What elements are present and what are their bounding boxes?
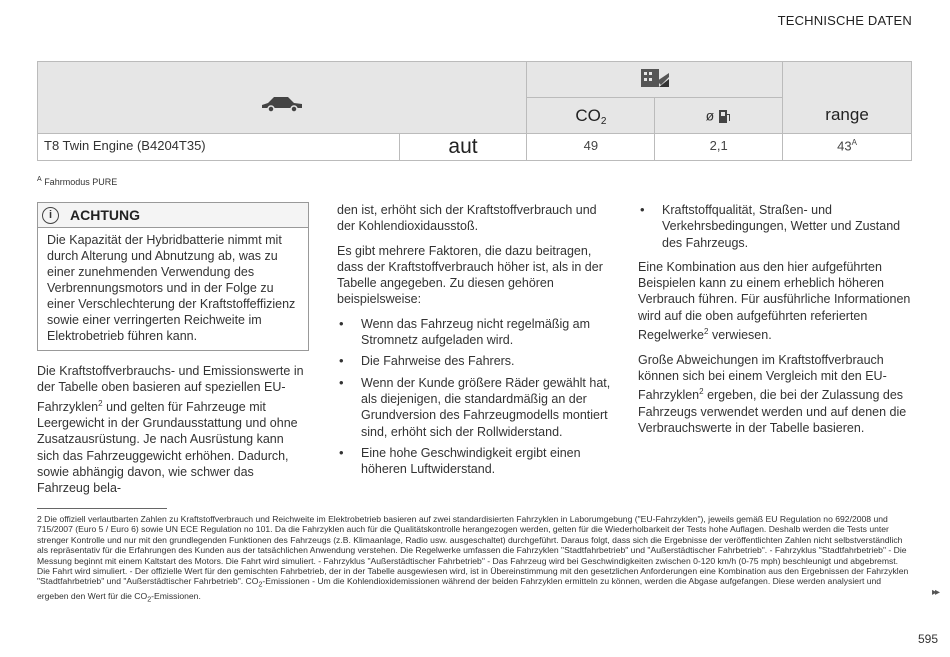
fuel-value-cell: 2,1	[655, 134, 783, 161]
vehicle-header-cell	[38, 62, 527, 134]
column-2	[337, 202, 612, 482]
paragraph: Eine Kombination aus den hier aufgeführten Beispielen kann zu einem erheblich höheren Verbrauch führen. Für ausführliche Informationen wird auf die oben aufgeführten referierten Regelwerke$^2$ verwiesen.	[638, 259, 911, 343]
diameter-symbol: ø	[705, 107, 715, 124]
warning-header	[38, 203, 308, 228]
paragraph: Große Abweichungen im Kraftstoffverbrauch können sich bei einem Vergleich mit den EU-Fahrzyklen$^2$ ergeben, die bei der Zulassung des Fahrzeugs verwendet werden und auf denen die Verbrauchswerte in der Tabelle basieren.	[638, 352, 907, 435]
paragraph: Die Kraftstoffverbrauchs- und Emissionswerte in der Tabelle oben basieren auf speziellen EU-Fahrzyklen$^2$ und gelten für Fahrzeuge mit Leergewicht in der Grundausstattung und ohne Zusatzausrüstung. Je nach Ausrüstung kann sich das Fahrzeuggewicht erhöhen. Dadurch, sowie abhängig davon, wie schwer das Fahrzeug bela-	[37, 364, 304, 496]
warning-text: Die Kapazität der Hybridbatterie nimmt mit durch Alterung und Abnutzung ab, was zu einer zunehmenden Verwendung des Verbrennungsmotors und in der Folge zu einer Verschlechterung der Kraftstoffeffizienz sowie einer verringerten Reichweite im Elektrobetrieb führen kann.	[47, 233, 296, 343]
emissions-header-cell	[527, 62, 783, 98]
list-item: • Wenn der Kunde größere Räder gewählt hat, als diejenigen, die standardmäßig an der Grundversion des Fahrzeugmodells montiert sind, erhöht sich der Rollwiderstand.	[337, 375, 612, 440]
column-3	[638, 202, 913, 444]
section-title: TECHNISCHE DATEN	[777, 13, 912, 28]
page-number: 595	[917, 632, 938, 646]
table-footnote: $^A$ Fahrmodus PURE	[37, 176, 118, 187]
list-item: • Kraftstoffqualität, Straßen- und Verkehrsbedingungen, Wetter und Zustand des Fahrzeugs.	[638, 202, 913, 251]
factor-list-continued	[638, 202, 913, 251]
engine-cell: T8 Twin Engine (B4204T35)	[38, 134, 400, 161]
column-1	[37, 363, 309, 505]
warning-box	[37, 202, 309, 351]
consumption-table	[37, 61, 912, 161]
fuel-pump-icon	[718, 108, 732, 124]
range-label: range	[825, 105, 869, 124]
footnote-2: 2 Die offiziell verlautbarten Zahlen zu Kraftstoffverbrauch und Reichweite im Elektrobetrieb basieren auf zwei standardisierten Fahrzyklen in Laborumgebung ("EU-Fahrzyklen"), jeweils gemäß EU Regulation no 692/2008 und 715/2007 (Euro 5 / Euro 6) sowie UN ECE Regulation no 101. Da die Fahrzyklen auch für die Qualitätskontrolle herangezogen werden, gelten für die Wiederholbarkeit der Tests hohe Auflagen. Deshalb werden die Tests unter strenger Kontrolle und nur mit den grundlegenden Funktionen des Fahrzeugs (z.B. Klimaanlage, Radio usw. ausgeschaltet) durchgeführt. Daraus folgt, dass sich die Ergebnisse der veröffentlichten Zahlen nicht selbstverständlich als repräsentativ für die Erfahrungen des Kunden aus der tatsächlichen Anwendung verstehen. Die Regelwerke umfassen die Fahrzyklen "Stadtfahrbetrieb" und "Außerstädtischer Fahrbetrieb". - Fahrzyklus "Stadtfahrbetrieb" - Die Messung beginnt mit einem Kaltstart des Motors. Die Fahrt wird simuliert. - Fahrzyklus "Außerstädtischer Fahrbetrieb" - Das Fahrzeug wird bei Geschwindigkeiten zwischen 0-120 km/h (0-75 mph) beschleunigt und abgebremst. Die Fahrt wird simuliert. - Der offizielle Wert für den gemischten Fahrbetrieb, der in der Tabelle ausgewiesen wird, ist in Übereinstimmung mit den gesetzlichen Anforderungen eine Kombination aus den Ergebnissen der Fahrzyklen "Stadtfahrbetrieb" und "Außerstädtischer Fahrbetrieb". $CO_2$-Emissionen - Um die Kohlendioxidemissionen während der beiden Fahrzyklen ermitteln zu können, werden die Abgase aufgefangen. Diese werden analysiert und ergeben den Wert für die $CO_2$-Emissionen.	[37, 514, 909, 604]
car-icon	[260, 93, 304, 113]
range-header-cell	[783, 62, 912, 134]
list-item: • Eine hohe Geschwindigkeit ergibt einen höheren Luftwiderstand.	[337, 445, 612, 478]
list-item: • Wenn das Fahrzeug nicht regelmäßig am Stromnetz aufgeladen wird.	[337, 316, 612, 349]
co2-value-cell: 49	[527, 134, 655, 161]
list-item: • Die Fahrweise des Fahrers.	[337, 353, 612, 369]
paragraph: Es gibt mehrere Faktoren, die dazu beitragen, dass der Kraftstoffverbrauch höher ist, als in der Tabelle angegeben. Zu diesen gehören beispielsweise:	[337, 243, 603, 307]
next-page-icon[interactable]: ▸▸	[931, 587, 938, 598]
co2-header-cell: $CO_2$	[527, 98, 655, 134]
footnote-divider	[37, 508, 167, 509]
info-icon: i	[42, 207, 59, 224]
factor-list	[337, 316, 612, 478]
paragraph: den ist, erhöht sich der Kraftstoffverbrauch und der Kohlendioxidausstoß.	[337, 203, 597, 234]
transmission-cell: aut	[399, 134, 527, 161]
warning-title: ACHTUNG	[70, 207, 140, 223]
range-value-cell: $43^A$	[783, 134, 912, 161]
emissions-factory-icon	[639, 67, 671, 89]
fuel-header-cell	[655, 98, 783, 134]
